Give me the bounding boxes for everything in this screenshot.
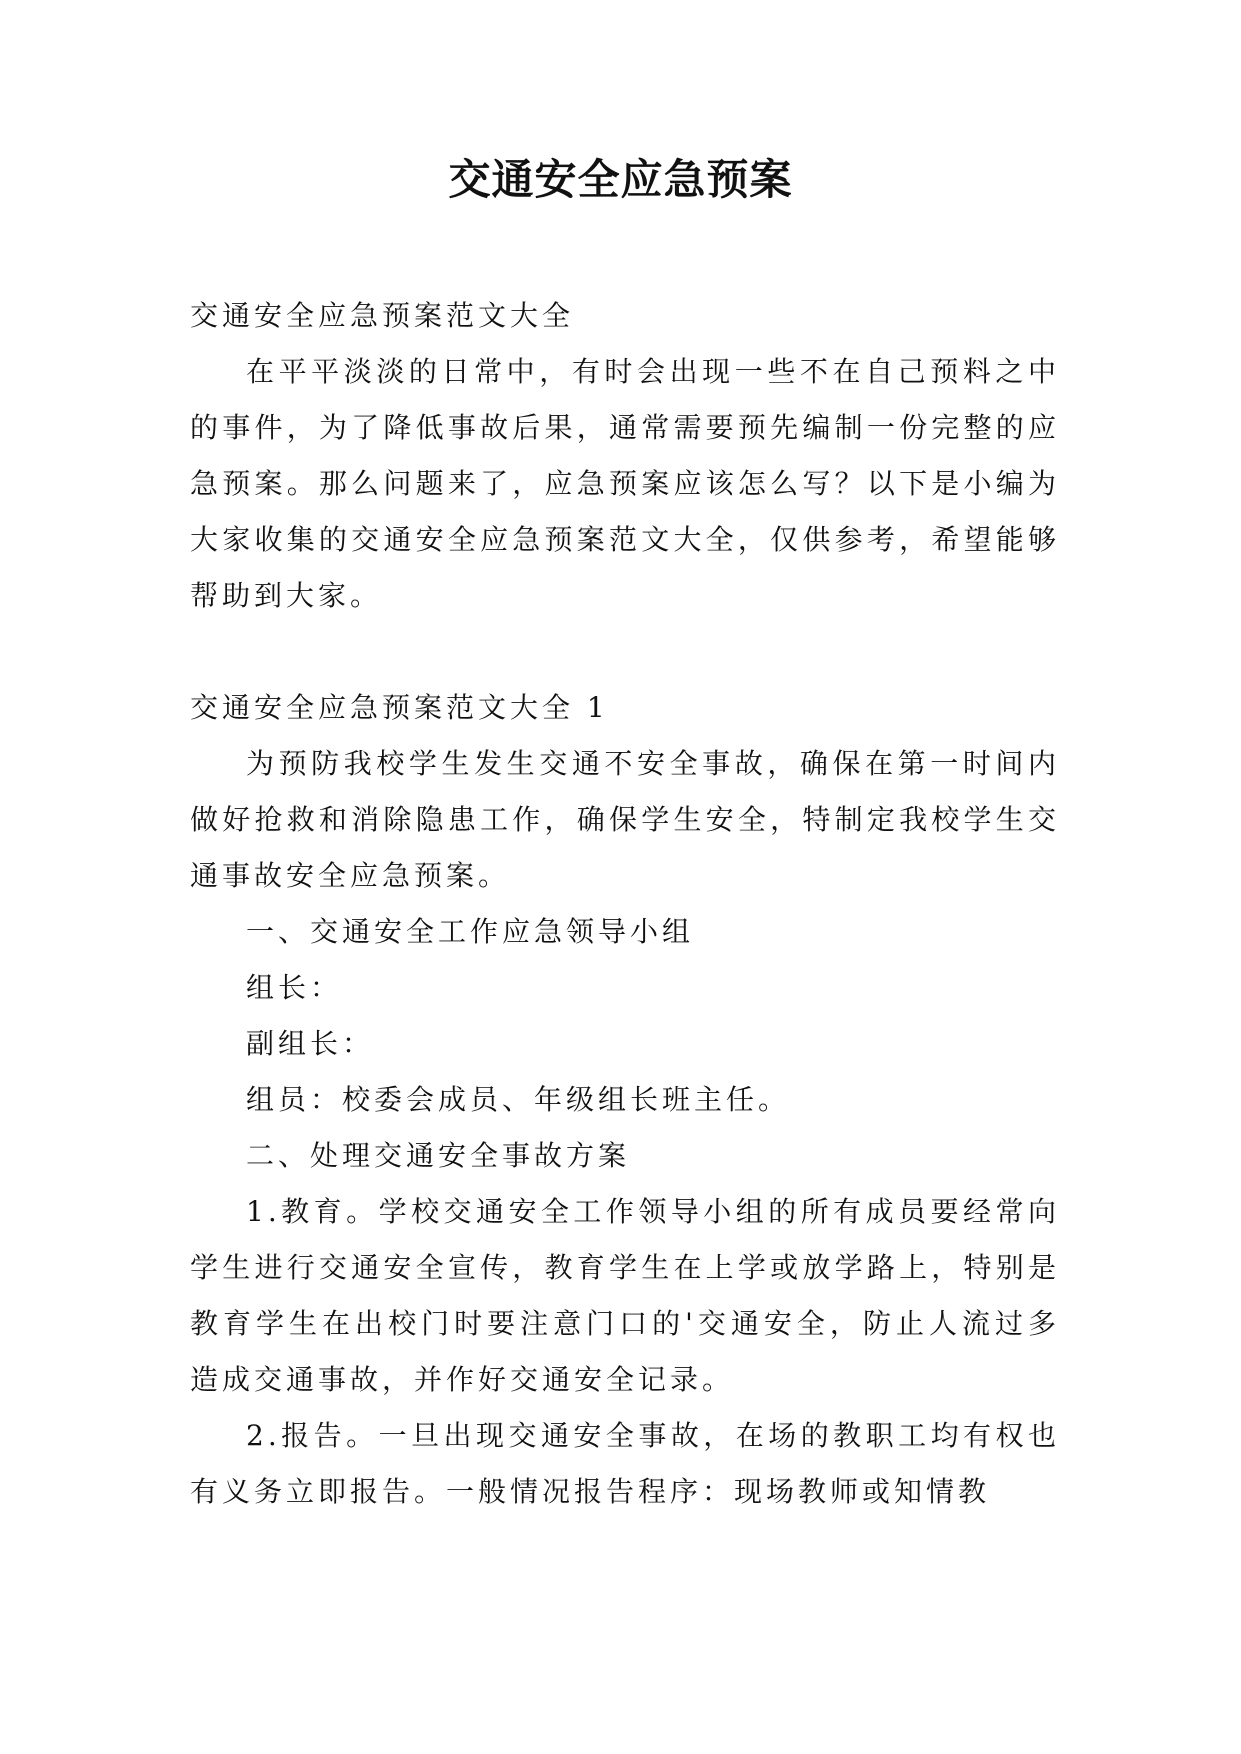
- education-paragraph: 1.教育。学校交通安全工作领导小组的所有成员要经常向学生进行交通安全宣传，教育学生在上学或放学路上，特别是教育学生在出校门时要注意门口的'交通安全，防止人流过多造成交通事故，并作好交通安全记录。: [190, 1195, 1060, 1396]
- handling-plan-heading: 二、处理交通安全事故方案: [246, 1139, 631, 1172]
- document-body: [190, 288, 1060, 1520]
- members-line: 组员：校委会成员、年级组长班主任。: [246, 1083, 791, 1116]
- section1-heading: 交通安全应急预案范文大全 1: [190, 691, 609, 724]
- report-paragraph: 2.报告。一旦出现交通安全事故，在场的教职工均有权也有义务立即报告。一般情况报告程序：现场教师或知情教: [190, 1419, 1060, 1508]
- deputy-leader-line: 副组长：: [246, 1027, 375, 1060]
- intro-paragraph: 在平平淡淡的日常中，有时会出现一些不在自己预料之中的事件，为了降低事故后果，通常需要预先编制一份完整的应急预案。那么问题来了，应急预案应该怎么写？以下是小编为大家收集的交通安全应急预案范文大全，仅供参考，希望能够帮助到大家。: [190, 355, 1060, 612]
- document-title: 交通安全应急预案: [448, 155, 793, 204]
- intro-heading: 交通安全应急预案范文大全: [190, 299, 575, 332]
- section1-paragraph: 为预防我校学生发生交通不安全事故，确保在第一时间内做好抢救和消除隐患工作，确保学生安全，特制定我校学生交通事故安全应急预案。: [190, 747, 1060, 892]
- leadership-group-heading: 一、交通安全工作应急领导小组: [246, 915, 695, 948]
- paragraph-spacer: [190, 624, 1060, 680]
- leader-line: 组长：: [246, 971, 343, 1004]
